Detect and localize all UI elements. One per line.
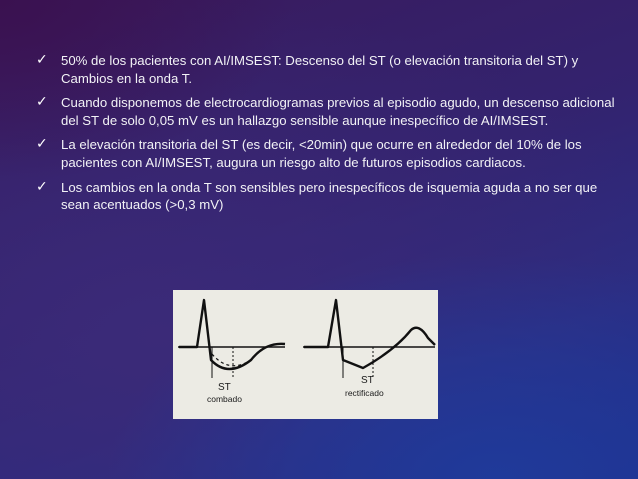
st-label-left: ST	[218, 382, 231, 393]
bullet-list	[34, 52, 620, 221]
checkmark-icon: ✓	[36, 136, 48, 153]
bullet-text: La elevación transitoria del ST (es decir, <20min) que ocurre en alrededor del 10% de los pacientes con AI/IMSEST, augura un riesgo alto de futuros episodios cardiacos.	[61, 137, 582, 170]
ecg-wave-right	[303, 300, 435, 398]
bullet-item	[34, 52, 620, 87]
bullet-item	[34, 94, 620, 129]
ecg-waveforms	[173, 290, 438, 419]
st-label-right: ST	[361, 375, 374, 386]
bullet-text: 50% de los pacientes con AI/IMSEST: Descenso del ST (o elevación transitoria del ST) y Cambios en la onda T.	[61, 53, 579, 86]
checkmark-icon: ✓	[36, 52, 48, 68]
checkmark-icon: ✓	[36, 178, 48, 195]
ecg-wave-left	[178, 300, 285, 404]
bullet-item	[34, 136, 620, 171]
checkmark-icon: ✓	[36, 94, 48, 111]
bullet-text: Los cambios en la onda T son sensibles pero inespecíficos de isquemia aguda a no ser que sean acentuados (>0,3 mV)	[61, 179, 598, 213]
waveform-right	[304, 300, 435, 368]
bullet-item	[34, 179, 620, 214]
bullet-text: Cuando disponemos de electrocardiogramas previos al episodio agudo, un descenso adicional del ST de solo 0,05 mV es un hallazgo sensible aunque inespecífico de AI/IMSEST.	[61, 95, 615, 128]
ecg-figure	[173, 290, 438, 419]
st-sublabel-right: rectificado	[345, 388, 384, 398]
waveform-left	[179, 300, 285, 369]
st-sublabel-left: combado	[207, 394, 242, 404]
